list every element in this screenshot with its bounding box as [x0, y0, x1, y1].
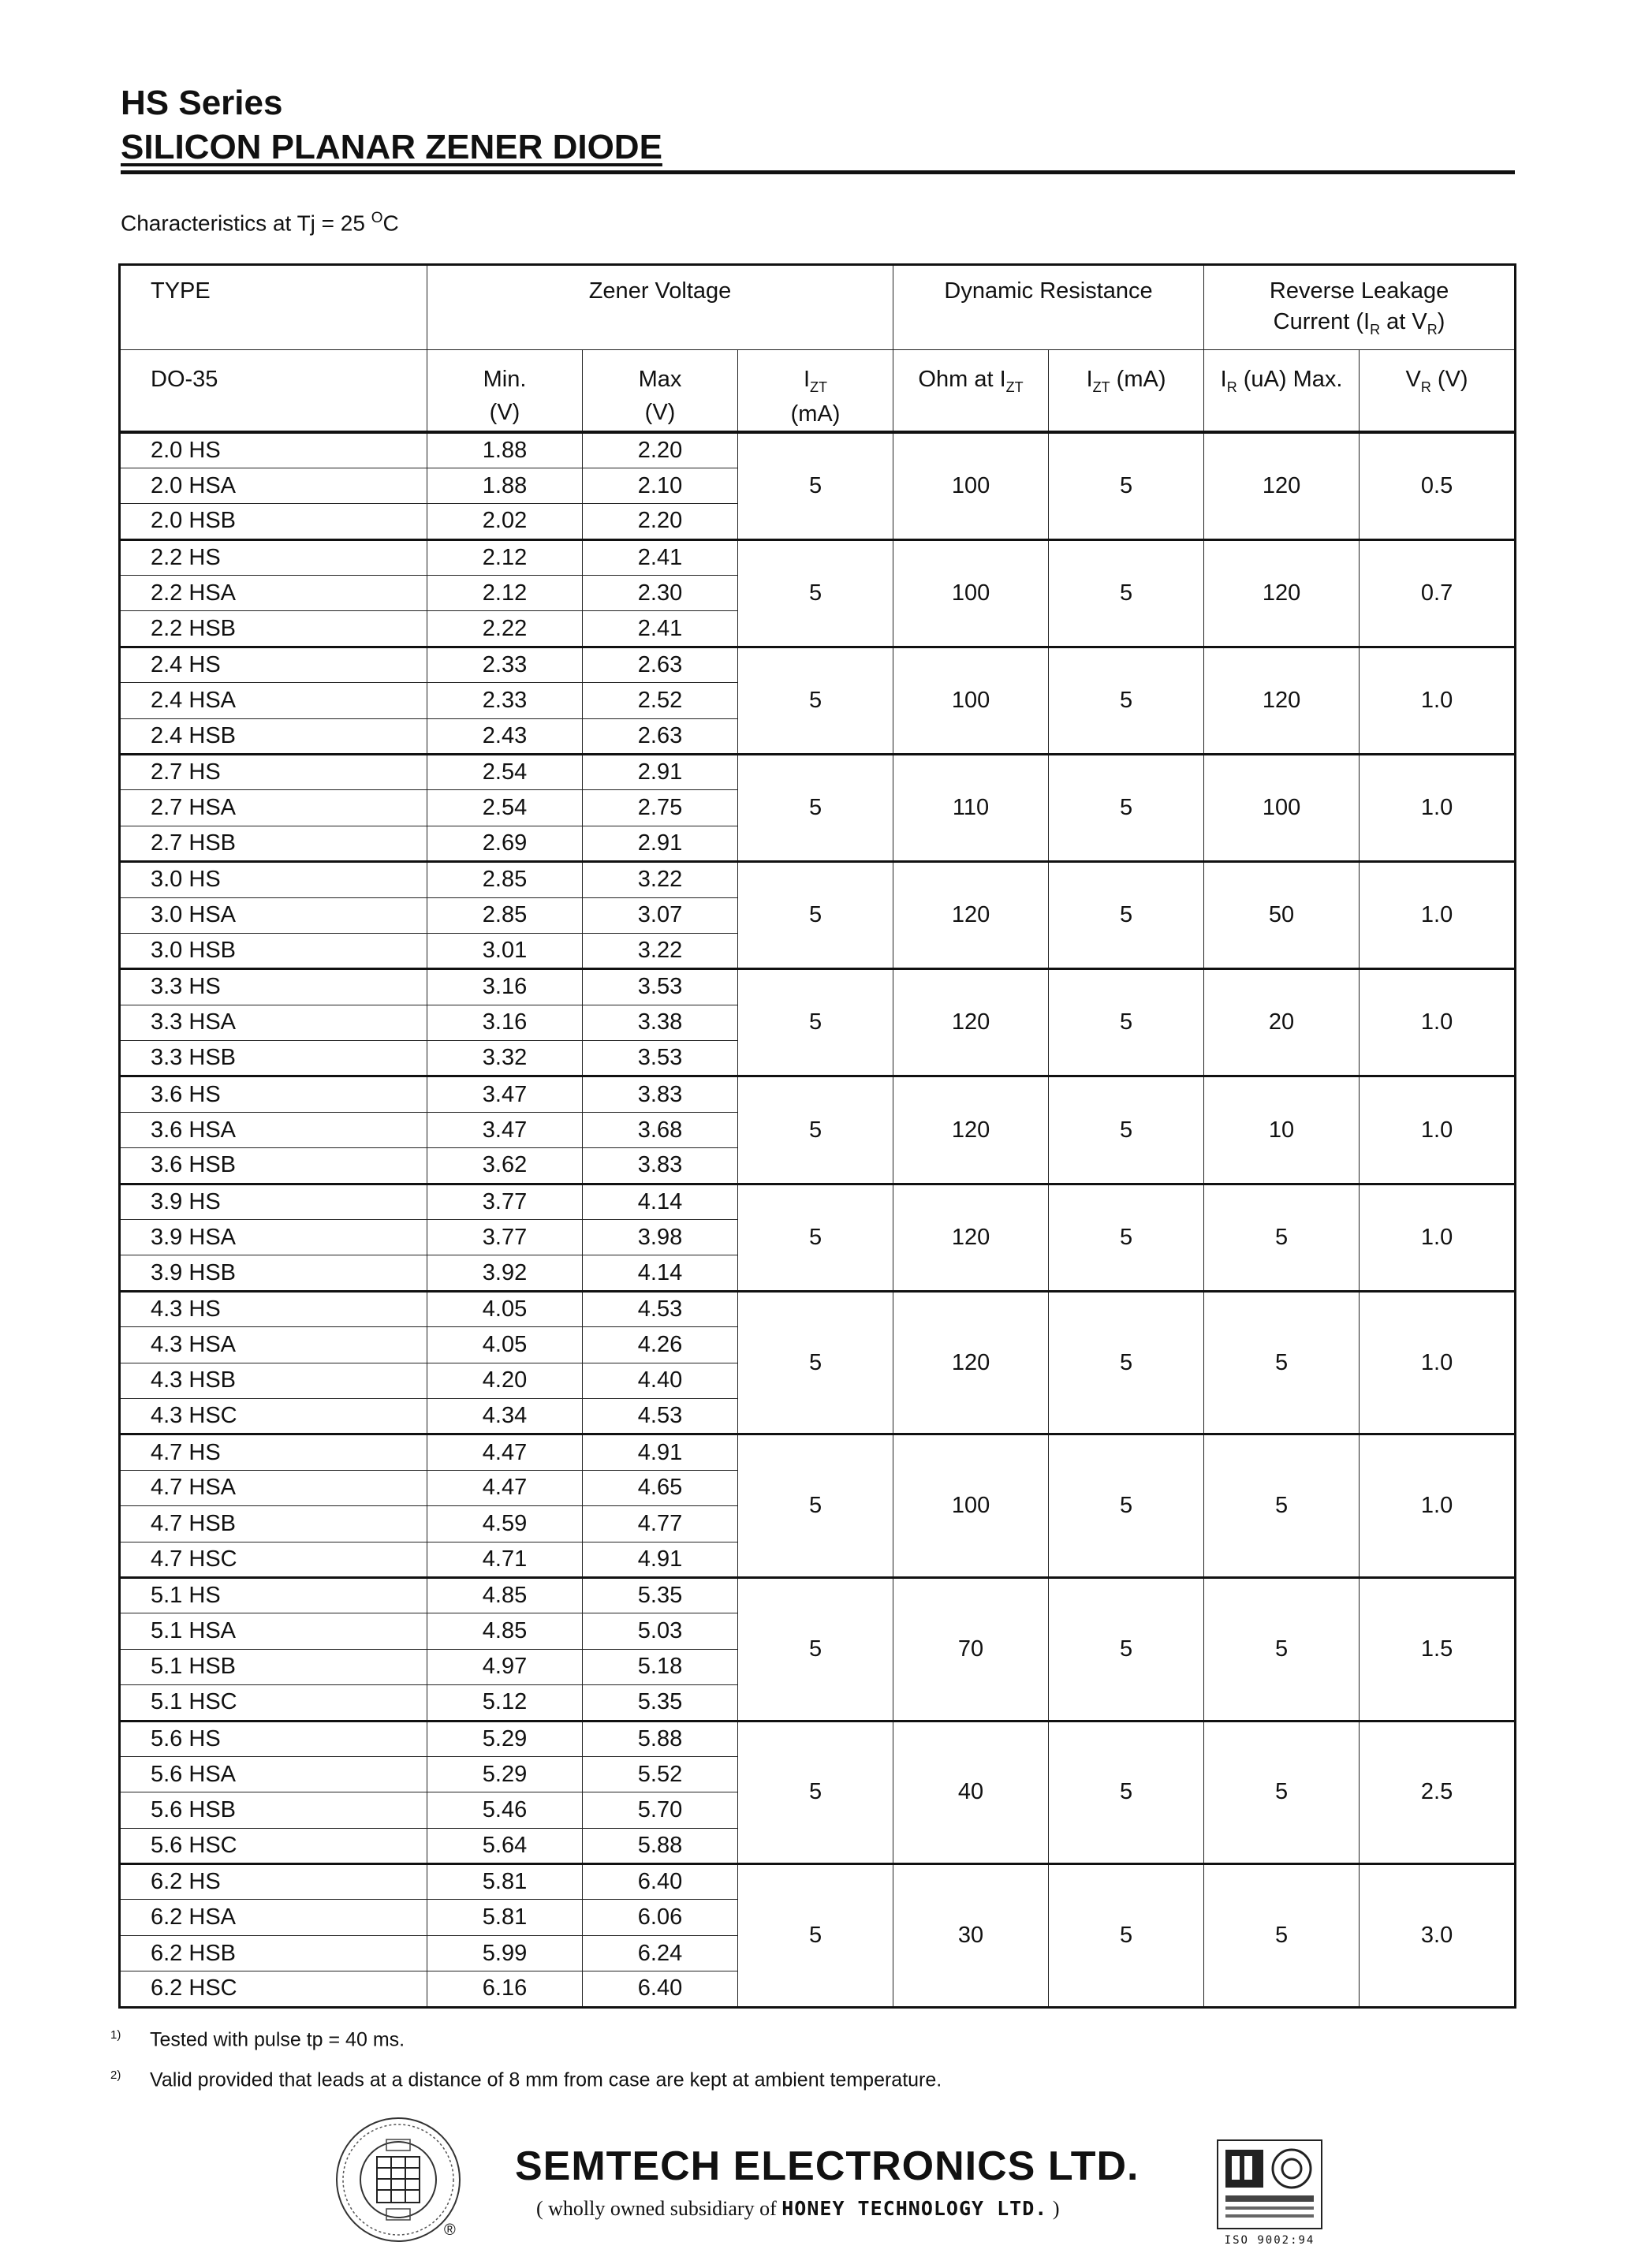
ohm-cell: 120	[893, 1291, 1049, 1434]
ohm-cell: 40	[893, 1721, 1049, 1864]
min-voltage-cell: 3.77	[427, 1184, 583, 1219]
type-cell: 2.4 HSA	[120, 683, 427, 718]
vr-symbol: V	[1405, 367, 1421, 392]
subsidiary-line	[536, 2197, 1060, 2221]
header-row-2	[120, 350, 1516, 432]
min-voltage-cell: 3.32	[427, 1041, 583, 1076]
ohm-cell: 120	[893, 1076, 1049, 1184]
type-cell: 5.6 HSB	[120, 1792, 427, 1828]
registered-mark: ®	[444, 2221, 456, 2239]
subsidiary-prefix: ( wholly owned subsidiary of	[536, 2197, 782, 2220]
type-cell: 4.7 HSB	[120, 1506, 427, 1542]
max-voltage-cell: 2.91	[583, 826, 738, 861]
vr-unit: (V)	[1430, 367, 1468, 392]
diode-group	[120, 1076, 1516, 1184]
diode-group	[120, 862, 1516, 969]
type-cell: 3.6 HSB	[120, 1148, 427, 1184]
max-voltage-cell: 3.53	[583, 1041, 738, 1076]
min-voltage-cell: 2.12	[427, 576, 583, 611]
ir-cell: 5	[1204, 1864, 1360, 2008]
type-cell: 6.2 HSC	[120, 1971, 427, 2007]
min-voltage-cell: 3.92	[427, 1255, 583, 1291]
table-row	[120, 1721, 1516, 1756]
max-label: Max	[638, 367, 682, 392]
min-voltage-cell: 5.46	[427, 1792, 583, 1828]
izt2-header	[1049, 350, 1204, 432]
izt-symbol: I	[803, 367, 811, 392]
type-cell: 3.9 HSB	[120, 1255, 427, 1291]
min-voltage-cell: 2.43	[427, 718, 583, 754]
table-row	[120, 1076, 1516, 1112]
max-voltage-cell: 2.20	[583, 432, 738, 468]
type-cell: 3.9 HSA	[120, 1220, 427, 1255]
vr-cell: 1.0	[1360, 754, 1516, 861]
max-voltage-cell: 3.07	[583, 897, 738, 933]
izt2-cell: 5	[1049, 432, 1204, 539]
vr-header	[1360, 350, 1516, 432]
footnote-2	[110, 2057, 942, 2098]
max-voltage-cell: 2.75	[583, 790, 738, 826]
diode-group	[120, 539, 1516, 647]
diode-group	[120, 1291, 1516, 1434]
ir-cell: 120	[1204, 432, 1360, 539]
product-title: SILICON PLANAR ZENER DIODE	[121, 128, 662, 166]
type-cell: 4.3 HS	[120, 1291, 427, 1326]
table-row	[120, 432, 1516, 468]
min-voltage-cell: 3.47	[427, 1076, 583, 1112]
table-row	[120, 1577, 1516, 1613]
type-cell: 2.0 HSB	[120, 504, 427, 539]
vr-cell: 1.0	[1360, 1434, 1516, 1578]
footnote-1-text: Tested with pulse tp = 40 ms.	[150, 2028, 405, 2051]
min-voltage-cell: 2.12	[427, 539, 583, 575]
max-voltage-cell: 2.41	[583, 539, 738, 575]
max-voltage-cell: 4.26	[583, 1327, 738, 1363]
izt-cell: 5	[738, 432, 893, 539]
max-voltage-cell: 4.14	[583, 1184, 738, 1219]
ir-cell: 5	[1204, 1434, 1360, 1578]
izt-cell: 5	[738, 754, 893, 861]
rl-text-b: at V	[1380, 309, 1427, 334]
izt-cell: 5	[738, 1721, 893, 1864]
company-name: SEMTECH ELECTRONICS LTD.	[515, 2143, 1140, 2189]
type-cell: 4.7 HSA	[120, 1470, 427, 1505]
min-voltage-cell: 2.85	[427, 897, 583, 933]
max-voltage-cell: 3.53	[583, 969, 738, 1005]
vr-cell: 1.0	[1360, 1076, 1516, 1184]
max-voltage-cell: 4.91	[583, 1434, 738, 1470]
max-voltage-cell: 4.91	[583, 1542, 738, 1577]
ir-header	[1204, 350, 1360, 432]
min-voltage-cell: 2.33	[427, 647, 583, 682]
ir-cell: 20	[1204, 969, 1360, 1076]
ir-cell: 120	[1204, 539, 1360, 647]
diode-group	[120, 1864, 1516, 2008]
type-cell: 2.2 HSB	[120, 611, 427, 647]
max-voltage-cell: 3.22	[583, 862, 738, 897]
diode-group	[120, 1434, 1516, 1578]
type-cell: 3.3 HSA	[120, 1005, 427, 1040]
min-voltage-cell: 2.85	[427, 862, 583, 897]
rl-text-a: Current (I	[1273, 309, 1371, 334]
package-header: DO-35	[120, 350, 427, 432]
min-voltage-cell: 4.05	[427, 1291, 583, 1326]
vr-cell: 2.5	[1360, 1721, 1516, 1864]
rl-sub-a: R	[1370, 321, 1381, 338]
min-voltage-cell: 4.20	[427, 1363, 583, 1398]
ohm-cell: 110	[893, 754, 1049, 861]
table-row	[120, 862, 1516, 897]
max-voltage-cell: 6.06	[583, 1900, 738, 1935]
table-row	[120, 1184, 1516, 1219]
type-cell: 2.4 HSB	[120, 718, 427, 754]
max-voltage-cell: 2.10	[583, 468, 738, 503]
izt2-cell: 5	[1049, 969, 1204, 1076]
ir-cell: 5	[1204, 1721, 1360, 1864]
footnote-1-mark: 1)	[110, 2028, 121, 2042]
min-voltage-cell: 2.02	[427, 504, 583, 539]
vr-cell: 1.0	[1360, 1291, 1516, 1434]
max-voltage-cell: 5.88	[583, 1721, 738, 1756]
max-voltage-cell: 3.68	[583, 1112, 738, 1147]
max-voltage-cell: 3.38	[583, 1005, 738, 1040]
type-header: TYPE	[120, 265, 427, 350]
ohm-cell: 30	[893, 1864, 1049, 2008]
min-voltage-cell: 5.29	[427, 1721, 583, 1756]
type-cell: 2.7 HSA	[120, 790, 427, 826]
vr-cell: 1.0	[1360, 647, 1516, 754]
test-conditions	[121, 210, 399, 236]
max-voltage-cell: 6.40	[583, 1864, 738, 1900]
min-voltage-cell: 4.34	[427, 1398, 583, 1434]
izt-unit: (mA)	[790, 401, 841, 427]
dynamic-resistance-header: Dynamic Resistance	[893, 265, 1204, 350]
vr-cell: 1.0	[1360, 1184, 1516, 1291]
max-voltage-cell: 2.41	[583, 611, 738, 647]
max-unit: (V)	[644, 400, 676, 426]
type-cell: 3.9 HS	[120, 1184, 427, 1219]
izt2-cell: 5	[1049, 1721, 1204, 1864]
type-cell: 5.6 HS	[120, 1721, 427, 1756]
table-row	[120, 969, 1516, 1005]
type-cell: 5.6 HSA	[120, 1756, 427, 1792]
min-voltage-cell: 5.12	[427, 1685, 583, 1721]
izt-cell: 5	[738, 862, 893, 969]
type-cell: 4.3 HSC	[120, 1398, 427, 1434]
type-cell: 4.3 HSB	[120, 1363, 427, 1398]
ohm-cell: 120	[893, 969, 1049, 1076]
type-cell: 3.0 HS	[120, 862, 427, 897]
ohm-sub: ZT	[1005, 379, 1024, 395]
type-cell: 6.2 HSB	[120, 1935, 427, 1971]
footnote-2-mark: 2)	[110, 2068, 121, 2083]
vr-sub: R	[1420, 379, 1431, 395]
type-cell: 3.6 HSA	[120, 1112, 427, 1147]
diode-group	[120, 647, 1516, 754]
max-voltage-cell: 6.40	[583, 1971, 738, 2007]
ir-cell: 10	[1204, 1076, 1360, 1184]
min-voltage-cell: 4.97	[427, 1649, 583, 1684]
max-voltage-cell: 5.03	[583, 1613, 738, 1649]
max-voltage-cell: 2.30	[583, 576, 738, 611]
table-row	[120, 1291, 1516, 1326]
conditions-suffix: C	[382, 211, 399, 236]
min-voltage-cell: 3.62	[427, 1148, 583, 1184]
type-cell: 5.1 HSB	[120, 1649, 427, 1684]
type-cell: 5.1 HSC	[120, 1685, 427, 1721]
type-cell: 5.1 HSA	[120, 1613, 427, 1649]
max-voltage-cell: 4.65	[583, 1470, 738, 1505]
izt-cell: 5	[738, 1864, 893, 2008]
type-cell: 3.0 HSA	[120, 897, 427, 933]
vr-cell: 3.0	[1360, 1864, 1516, 2008]
header-row-1	[120, 265, 1516, 350]
iso-text: ISO 9002:94	[1224, 2234, 1315, 2247]
company-emblem-icon	[334, 2116, 462, 2244]
ir-cell: 50	[1204, 862, 1360, 969]
min-voltage-cell: 5.81	[427, 1900, 583, 1935]
ohm-cell: 100	[893, 1434, 1049, 1578]
vr-cell: 0.7	[1360, 539, 1516, 647]
max-voltage-cell: 4.14	[583, 1255, 738, 1291]
type-cell: 3.6 HS	[120, 1076, 427, 1112]
min-voltage-cell: 3.01	[427, 933, 583, 968]
izt2-symbol: I	[1086, 367, 1093, 392]
max-voltage-cell: 6.24	[583, 1935, 738, 1971]
max-voltage-cell: 5.18	[583, 1649, 738, 1684]
ohm-cell: 100	[893, 432, 1049, 539]
min-voltage-cell: 3.16	[427, 1005, 583, 1040]
ohm-cell: 70	[893, 1577, 1049, 1721]
vr-cell: 0.5	[1360, 432, 1516, 539]
max-voltage-cell: 2.20	[583, 504, 738, 539]
reverse-leakage-line2	[1204, 309, 1514, 338]
min-voltage-cell: 3.16	[427, 969, 583, 1005]
izt-cell: 5	[738, 1184, 893, 1291]
min-voltage-cell: 4.47	[427, 1434, 583, 1470]
min-voltage-cell: 1.88	[427, 432, 583, 468]
izt2-cell: 5	[1049, 1184, 1204, 1291]
title-rule	[121, 170, 1515, 174]
max-voltage-cell: 5.88	[583, 1828, 738, 1863]
max-voltage-cell: 3.98	[583, 1220, 738, 1255]
type-cell: 4.3 HSA	[120, 1327, 427, 1363]
type-cell: 4.7 HS	[120, 1434, 427, 1470]
max-voltage-cell: 3.83	[583, 1076, 738, 1112]
type-cell: 3.3 HSB	[120, 1041, 427, 1076]
max-voltage-cell: 2.91	[583, 754, 738, 789]
min-voltage-cell: 3.47	[427, 1112, 583, 1147]
ir-cell: 5	[1204, 1184, 1360, 1291]
min-voltage-cell: 3.77	[427, 1220, 583, 1255]
min-voltage-cell: 5.64	[427, 1828, 583, 1863]
footnotes	[110, 2017, 942, 2098]
ohm-cell: 100	[893, 647, 1049, 754]
rl-sub-b: R	[1427, 321, 1438, 338]
type-cell: 2.4 HS	[120, 647, 427, 682]
conditions-prefix: Characteristics at Tj = 25	[121, 211, 371, 236]
characteristics-table	[118, 263, 1516, 2009]
ohm-cell: 120	[893, 862, 1049, 969]
ir-cell: 5	[1204, 1291, 1360, 1434]
diode-group	[120, 1184, 1516, 1291]
izt-cell: 5	[738, 1291, 893, 1434]
max-header	[583, 350, 738, 432]
type-cell: 5.6 HSC	[120, 1828, 427, 1863]
izt2-sub: ZT	[1092, 379, 1110, 395]
diode-group	[120, 432, 1516, 539]
type-cell: 3.3 HS	[120, 969, 427, 1005]
ohm-label: Ohm at I	[918, 367, 1006, 392]
min-voltage-cell: 2.54	[427, 754, 583, 789]
min-voltage-cell: 2.54	[427, 790, 583, 826]
max-voltage-cell: 3.83	[583, 1148, 738, 1184]
max-voltage-cell: 2.63	[583, 647, 738, 682]
ir-cell: 5	[1204, 1577, 1360, 1721]
table-row	[120, 1434, 1516, 1470]
ir-unit: (uA) Max.	[1236, 367, 1343, 392]
izt2-unit: (mA)	[1110, 367, 1166, 392]
reverse-leakage-header	[1204, 265, 1516, 350]
type-cell: 2.7 HSB	[120, 826, 427, 861]
ohm-cell: 100	[893, 539, 1049, 647]
min-header	[427, 350, 583, 432]
type-cell: 2.0 HSA	[120, 468, 427, 503]
max-voltage-cell: 5.35	[583, 1685, 738, 1721]
min-voltage-cell: 4.85	[427, 1613, 583, 1649]
vr-cell: 1.5	[1360, 1577, 1516, 1721]
min-voltage-cell: 5.99	[427, 1935, 583, 1971]
subsidiary-suffix: )	[1047, 2197, 1060, 2220]
min-voltage-cell: 6.16	[427, 1971, 583, 2007]
max-voltage-cell: 5.52	[583, 1756, 738, 1792]
min-label: Min.	[483, 367, 527, 392]
diode-group	[120, 1577, 1516, 1721]
min-voltage-cell: 2.22	[427, 611, 583, 647]
max-voltage-cell: 3.22	[583, 933, 738, 968]
table-row	[120, 1864, 1516, 1900]
type-cell: 6.2 HS	[120, 1864, 427, 1900]
min-voltage-cell: 4.47	[427, 1470, 583, 1505]
type-cell: 3.0 HSB	[120, 933, 427, 968]
type-cell: 2.0 HS	[120, 432, 427, 468]
type-cell: 4.7 HSC	[120, 1542, 427, 1577]
diode-group	[120, 1721, 1516, 1864]
footnote-2-text: Valid provided that leads at a distance of 8 mm from case are kept at ambient temperature.	[150, 2068, 942, 2091]
izt2-cell: 5	[1049, 1864, 1204, 2008]
min-voltage-cell: 2.69	[427, 826, 583, 861]
izt2-cell: 5	[1049, 1076, 1204, 1184]
min-voltage-cell: 5.29	[427, 1756, 583, 1792]
izt2-cell: 5	[1049, 539, 1204, 647]
max-voltage-cell: 5.35	[583, 1577, 738, 1613]
zener-voltage-header: Zener Voltage	[427, 265, 893, 350]
izt2-cell: 5	[1049, 862, 1204, 969]
table-row	[120, 647, 1516, 682]
type-cell: 2.2 HSA	[120, 576, 427, 611]
min-voltage-cell: 4.85	[427, 1577, 583, 1613]
max-voltage-cell: 5.70	[583, 1792, 738, 1828]
vr-cell: 1.0	[1360, 969, 1516, 1076]
izt2-cell: 5	[1049, 754, 1204, 861]
max-voltage-cell: 2.52	[583, 683, 738, 718]
rl-text-c: )	[1437, 309, 1445, 334]
type-cell: 2.2 HS	[120, 539, 427, 575]
izt2-cell: 5	[1049, 1434, 1204, 1578]
type-cell: 2.7 HS	[120, 754, 427, 789]
ohm-header	[893, 350, 1049, 432]
diode-group	[120, 754, 1516, 861]
min-voltage-cell: 2.33	[427, 683, 583, 718]
min-unit: (V)	[489, 400, 520, 426]
izt2-cell: 5	[1049, 1291, 1204, 1434]
series-title: HS Series	[121, 84, 283, 122]
izt2-cell: 5	[1049, 1577, 1204, 1721]
max-voltage-cell: 4.53	[583, 1291, 738, 1326]
ir-cell: 100	[1204, 754, 1360, 861]
izt-cell: 5	[738, 1577, 893, 1721]
izt-cell: 5	[738, 1076, 893, 1184]
min-voltage-cell: 4.71	[427, 1542, 583, 1577]
footnote-1	[110, 2017, 942, 2057]
diode-group	[120, 969, 1516, 1076]
izt-sub: ZT	[810, 379, 828, 395]
ohm-cell: 120	[893, 1184, 1049, 1291]
table-row	[120, 539, 1516, 575]
ir-symbol: I	[1220, 367, 1227, 392]
max-voltage-cell: 4.40	[583, 1363, 738, 1398]
vr-cell: 1.0	[1360, 862, 1516, 969]
izt-cell: 5	[738, 539, 893, 647]
max-voltage-cell: 4.53	[583, 1398, 738, 1434]
type-cell: 6.2 HSA	[120, 1900, 427, 1935]
ir-sub: R	[1226, 379, 1237, 395]
izt-cell: 5	[738, 1434, 893, 1578]
izt-header	[738, 350, 893, 432]
max-voltage-cell: 4.77	[583, 1506, 738, 1542]
max-voltage-cell: 2.63	[583, 718, 738, 754]
table-row	[120, 754, 1516, 789]
min-voltage-cell: 4.05	[427, 1327, 583, 1363]
parent-company: HONEY TECHNOLOGY LTD.	[781, 2197, 1048, 2220]
ir-cell: 120	[1204, 647, 1360, 754]
izt-cell: 5	[738, 969, 893, 1076]
min-voltage-cell: 5.81	[427, 1864, 583, 1900]
conditions-degree: O	[371, 210, 383, 226]
izt-cell: 5	[738, 647, 893, 754]
type-cell: 5.1 HS	[120, 1577, 427, 1613]
reverse-leakage-line1: Reverse Leakage	[1269, 278, 1449, 304]
min-voltage-cell: 4.59	[427, 1506, 583, 1542]
min-voltage-cell: 1.88	[427, 468, 583, 503]
izt2-cell: 5	[1049, 647, 1204, 754]
